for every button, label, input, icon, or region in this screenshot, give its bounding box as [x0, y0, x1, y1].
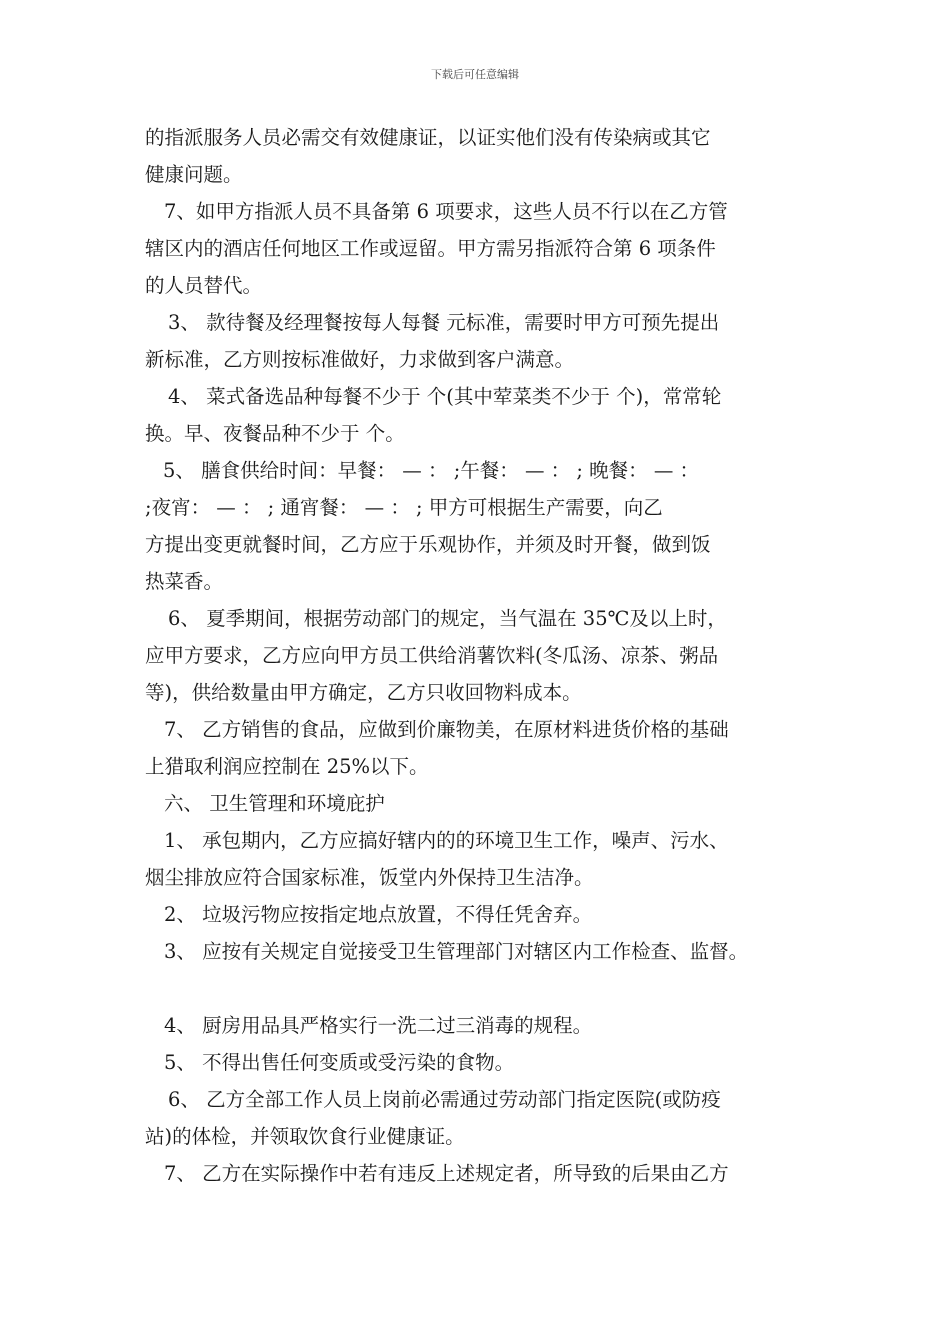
text-line: 换。早、夜餐品种不少于 个。	[145, 422, 405, 445]
text-line: 2、 垃圾污物应按指定地点放置，不得任凭舍弃。	[164, 903, 593, 926]
text-line: 上猎取利润应控制在 25%以下。	[145, 755, 429, 778]
text-line: 的人员替代。	[145, 274, 263, 297]
text-line: 站)的体检，并领取饮食行业健康证。	[145, 1125, 465, 1148]
text-line: 方提出变更就餐时间，乙方应于乐观协作，并须及时开餐，做到饭	[145, 533, 711, 556]
text-line: 6、 乙方全部工作人员上岗前必需通过劳动部门指定医院(或防疫	[168, 1088, 721, 1111]
text-line: 5、 不得出售任何变质或受污染的食物。	[164, 1051, 515, 1074]
text-line: 4、 厨房用品具严格实行一洗二过三消毒的规程。	[164, 1014, 593, 1037]
text-line: 7、 乙方在实际操作中若有违反上述规定者，所导致的后果由乙方	[164, 1162, 729, 1185]
section-heading: 六、 卫生管理和环境庇护	[164, 792, 385, 815]
text-line: 5、 膳食供给时间：早餐： — ： ;午餐： — ： ; 晚餐： — ：	[163, 459, 700, 482]
text-line: 等)，供给数量由甲方确定，乙方只收回物料成本。	[145, 681, 582, 704]
text-line: 应甲方要求，乙方应向甲方员工供给消薯饮料(冬瓜汤、凉茶、粥品	[145, 644, 719, 667]
text-line: 新标准，乙方则按标准做好，力求做到客户满意。	[145, 348, 575, 371]
text-line: 的指派服务人员必需交有效健康证，以证实他们没有传染病或其它	[145, 126, 711, 149]
text-line: 7、 乙方销售的食品，应做到价廉物美，在原材料进货价格的基础	[164, 718, 729, 741]
text-line: 4、 菜式备选品种每餐不少于 个(其中荤菜类不少于 个)，常常轮	[168, 385, 722, 408]
text-line: 辖区内的酒店任何地区工作或逗留。甲方需另指派符合第 6 项条件	[145, 237, 716, 260]
text-line: 热菜香。	[145, 570, 224, 593]
text-line: 烟尘排放应符合国家标准，饭堂内外保持卫生洁净。	[145, 866, 594, 889]
text-line: 1、 承包期内，乙方应搞好辖内的的环境卫生工作，噪声、污水、	[164, 829, 729, 852]
text-line: 7、如甲方指派人员不具备第 6 项要求，这些人员不行以在乙方管	[164, 200, 728, 223]
text-line: 健康问题。	[145, 163, 243, 186]
page-header: 下载后可任意编辑	[431, 68, 519, 81]
text-line: ;夜宵： — ： ; 通宵餐： — ： ; 甲方可根据生产需要，向乙	[145, 496, 663, 519]
text-line: 6、 夏季期间，根据劳动部门的规定，当气温在 35℃及以上时，	[168, 607, 727, 630]
text-line: 3、 应按有关规定自觉接受卫生管理部门对辖区内工作检查、监督。	[164, 940, 749, 963]
text-line: 3、 款待餐及经理餐按每人每餐 元标准，需要时甲方可预先提出	[168, 311, 720, 334]
